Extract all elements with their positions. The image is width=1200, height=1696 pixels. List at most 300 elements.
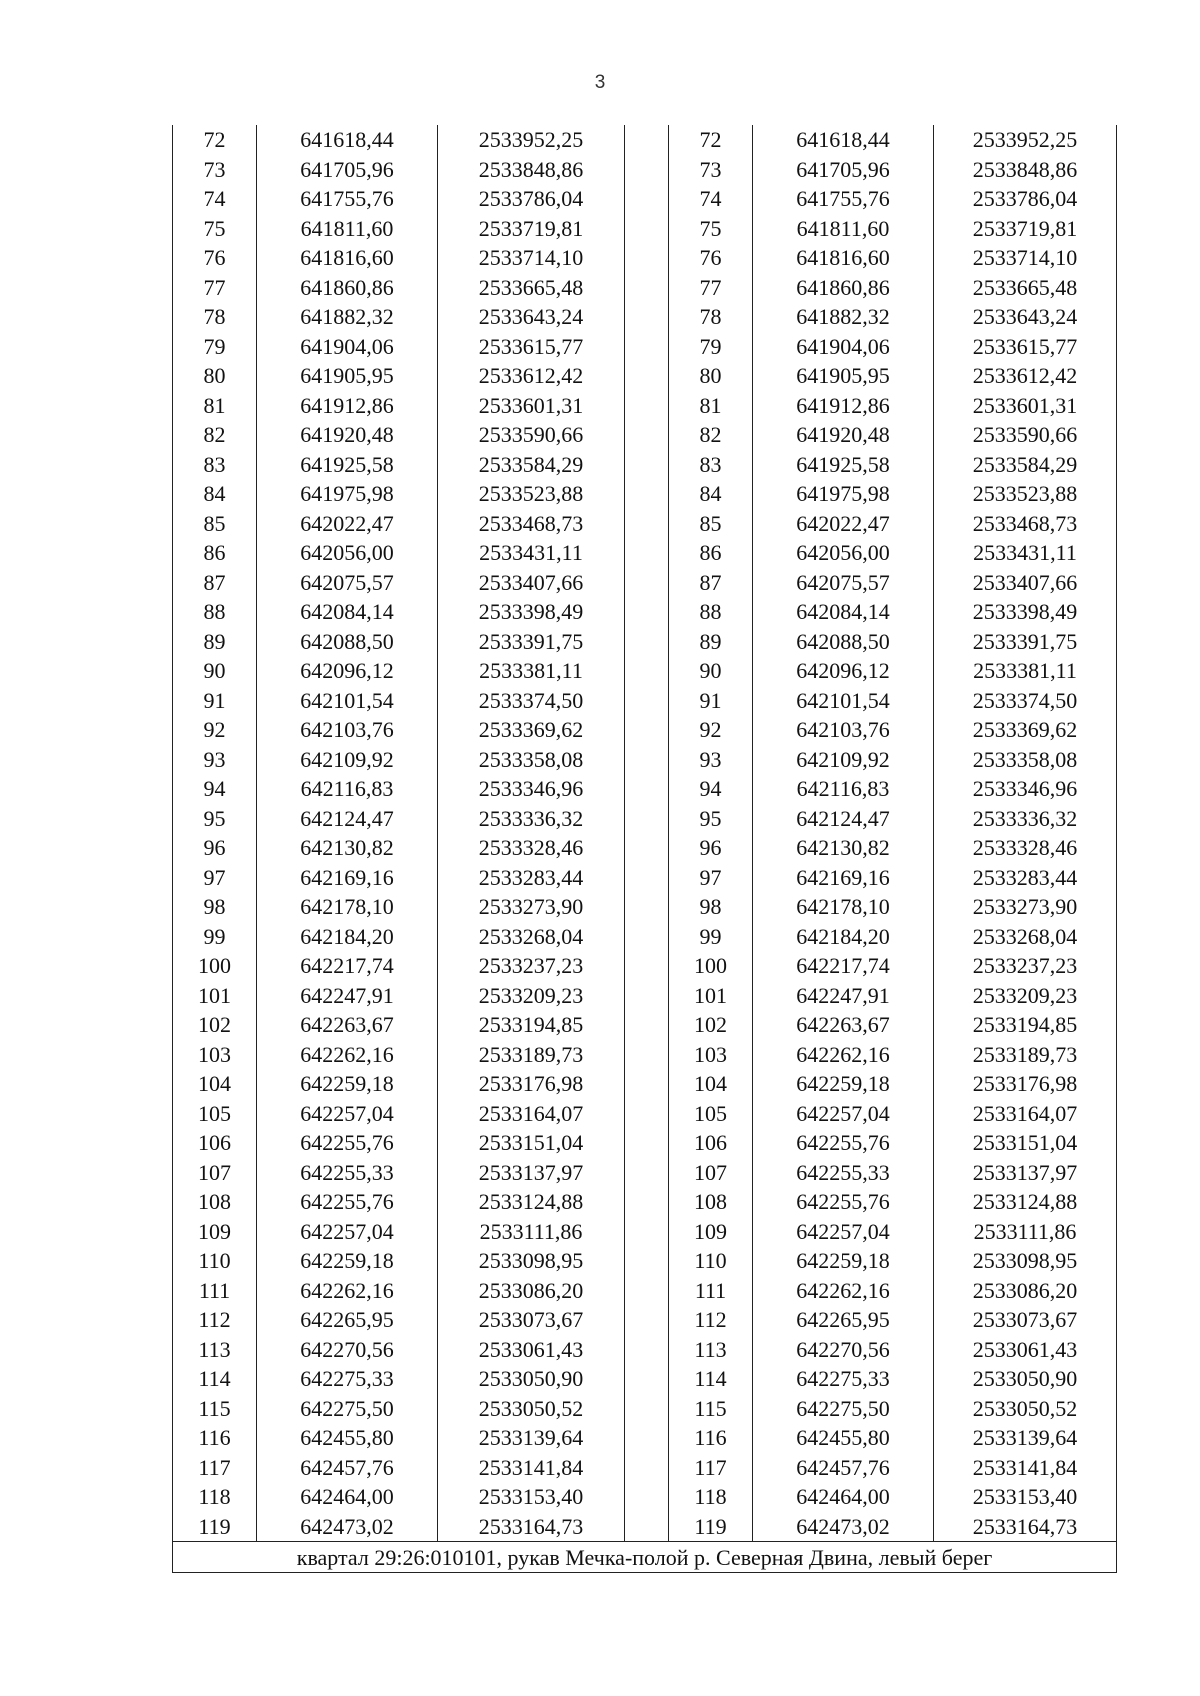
x-coordinate-left: 642257,04 — [257, 1099, 438, 1129]
y-coordinate-left: 2533468,73 — [438, 509, 625, 539]
point-number-left: 98 — [173, 892, 257, 922]
point-number-left: 119 — [173, 1512, 257, 1542]
point-number-left: 81 — [173, 391, 257, 421]
column-gap — [625, 892, 669, 922]
table-row — [173, 1364, 1117, 1394]
x-coordinate-left: 641904,06 — [257, 332, 438, 362]
column-gap — [625, 479, 669, 509]
point-number-left: 113 — [173, 1335, 257, 1365]
y-coordinate-left: 2533381,11 — [438, 656, 625, 686]
table-row — [173, 1040, 1117, 1070]
point-number-right: 74 — [669, 184, 753, 214]
y-coordinate-left: 2533189,73 — [438, 1040, 625, 1070]
point-number-left: 78 — [173, 302, 257, 332]
point-number-right: 75 — [669, 214, 753, 244]
y-coordinate-left: 2533050,52 — [438, 1394, 625, 1424]
point-number-right: 105 — [669, 1099, 753, 1129]
point-number-right: 118 — [669, 1482, 753, 1512]
y-coordinate-left: 2533328,46 — [438, 833, 625, 863]
y-coordinate-left: 2533391,75 — [438, 627, 625, 657]
x-coordinate-right: 642184,20 — [753, 922, 934, 952]
y-coordinate-right: 2533164,73 — [934, 1512, 1117, 1542]
table-row — [173, 1010, 1117, 1040]
point-number-left: 72 — [173, 125, 257, 155]
y-coordinate-right: 2533050,90 — [934, 1364, 1117, 1394]
y-coordinate-left: 2533612,42 — [438, 361, 625, 391]
y-coordinate-right: 2533615,77 — [934, 332, 1117, 362]
point-number-right: 114 — [669, 1364, 753, 1394]
y-coordinate-right: 2533346,96 — [934, 774, 1117, 804]
y-coordinate-left: 2533237,23 — [438, 951, 625, 981]
point-number-right: 82 — [669, 420, 753, 450]
table-row — [173, 1335, 1117, 1365]
column-gap — [625, 686, 669, 716]
point-number-right: 81 — [669, 391, 753, 421]
point-number-right: 99 — [669, 922, 753, 952]
point-number-left: 97 — [173, 863, 257, 893]
point-number-left: 77 — [173, 273, 257, 303]
column-gap — [625, 863, 669, 893]
x-coordinate-left: 642257,04 — [257, 1217, 438, 1247]
point-number-right: 108 — [669, 1187, 753, 1217]
y-coordinate-left: 2533374,50 — [438, 686, 625, 716]
point-number-left: 112 — [173, 1305, 257, 1335]
table-row — [173, 302, 1117, 332]
point-number-left: 87 — [173, 568, 257, 598]
point-number-left: 101 — [173, 981, 257, 1011]
table-row — [173, 1482, 1117, 1512]
point-number-right: 80 — [669, 361, 753, 391]
point-number-left: 95 — [173, 804, 257, 834]
x-coordinate-left: 642259,18 — [257, 1069, 438, 1099]
column-gap — [625, 1394, 669, 1424]
x-coordinate-right: 642455,80 — [753, 1423, 934, 1453]
x-coordinate-left: 642088,50 — [257, 627, 438, 657]
x-coordinate-left: 642457,76 — [257, 1453, 438, 1483]
table-row — [173, 922, 1117, 952]
y-coordinate-left: 2533346,96 — [438, 774, 625, 804]
point-number-left: 85 — [173, 509, 257, 539]
y-coordinate-left: 2533848,86 — [438, 155, 625, 185]
x-coordinate-left: 642255,76 — [257, 1187, 438, 1217]
y-coordinate-right: 2533164,07 — [934, 1099, 1117, 1129]
table-row — [173, 1394, 1117, 1424]
point-number-left: 118 — [173, 1482, 257, 1512]
x-coordinate-right: 642130,82 — [753, 833, 934, 863]
point-number-left: 99 — [173, 922, 257, 952]
y-coordinate-left: 2533124,88 — [438, 1187, 625, 1217]
point-number-left: 73 — [173, 155, 257, 185]
x-coordinate-left: 642116,83 — [257, 774, 438, 804]
table-row — [173, 951, 1117, 981]
y-coordinate-left: 2533523,88 — [438, 479, 625, 509]
table-row — [173, 715, 1117, 745]
y-coordinate-right: 2533194,85 — [934, 1010, 1117, 1040]
y-coordinate-right: 2533601,31 — [934, 391, 1117, 421]
point-number-right: 88 — [669, 597, 753, 627]
x-coordinate-left: 641882,32 — [257, 302, 438, 332]
table-row — [173, 863, 1117, 893]
table-row — [173, 214, 1117, 244]
x-coordinate-right: 642247,91 — [753, 981, 934, 1011]
point-number-left: 96 — [173, 833, 257, 863]
point-number-left: 104 — [173, 1069, 257, 1099]
x-coordinate-right: 641882,32 — [753, 302, 934, 332]
y-coordinate-right: 2533468,73 — [934, 509, 1117, 539]
point-number-right: 111 — [669, 1276, 753, 1306]
point-number-right: 92 — [669, 715, 753, 745]
y-coordinate-left: 2533086,20 — [438, 1276, 625, 1306]
x-coordinate-right: 642255,33 — [753, 1158, 934, 1188]
y-coordinate-right: 2533086,20 — [934, 1276, 1117, 1306]
point-number-left: 114 — [173, 1364, 257, 1394]
column-gap — [625, 1335, 669, 1365]
y-coordinate-right: 2533176,98 — [934, 1069, 1117, 1099]
column-gap — [625, 745, 669, 775]
x-coordinate-left: 642275,50 — [257, 1394, 438, 1424]
y-coordinate-right: 2533584,29 — [934, 450, 1117, 480]
column-gap — [625, 1512, 669, 1542]
table-row — [173, 833, 1117, 863]
x-coordinate-left: 641705,96 — [257, 155, 438, 185]
point-number-right: 110 — [669, 1246, 753, 1276]
point-number-right: 109 — [669, 1217, 753, 1247]
column-gap — [625, 214, 669, 244]
point-number-left: 105 — [173, 1099, 257, 1129]
x-coordinate-left: 641975,98 — [257, 479, 438, 509]
x-coordinate-left: 642096,12 — [257, 656, 438, 686]
y-coordinate-left: 2533164,07 — [438, 1099, 625, 1129]
y-coordinate-left: 2533153,40 — [438, 1482, 625, 1512]
x-coordinate-right: 642056,00 — [753, 538, 934, 568]
table-row — [173, 686, 1117, 716]
x-coordinate-right: 642101,54 — [753, 686, 934, 716]
y-coordinate-left: 2533061,43 — [438, 1335, 625, 1365]
column-gap — [625, 922, 669, 952]
point-number-left: 74 — [173, 184, 257, 214]
point-number-right: 100 — [669, 951, 753, 981]
footer-row — [173, 1542, 1117, 1573]
x-coordinate-left: 642130,82 — [257, 833, 438, 863]
table-row — [173, 361, 1117, 391]
point-number-left: 110 — [173, 1246, 257, 1276]
point-number-left: 79 — [173, 332, 257, 362]
x-coordinate-left: 642169,16 — [257, 863, 438, 893]
y-coordinate-left: 2533151,04 — [438, 1128, 625, 1158]
y-coordinate-left: 2533714,10 — [438, 243, 625, 273]
y-coordinate-right: 2533407,66 — [934, 568, 1117, 598]
x-coordinate-left: 642184,20 — [257, 922, 438, 952]
point-number-right: 89 — [669, 627, 753, 657]
page-number: 3 — [594, 72, 606, 93]
y-coordinate-right: 2533714,10 — [934, 243, 1117, 273]
x-coordinate-left: 642056,00 — [257, 538, 438, 568]
column-gap — [625, 538, 669, 568]
y-coordinate-right: 2533590,66 — [934, 420, 1117, 450]
table-row — [173, 538, 1117, 568]
column-gap — [625, 273, 669, 303]
point-number-right: 104 — [669, 1069, 753, 1099]
y-coordinate-right: 2533273,90 — [934, 892, 1117, 922]
y-coordinate-left: 2533358,08 — [438, 745, 625, 775]
table-row — [173, 1158, 1117, 1188]
point-number-right: 103 — [669, 1040, 753, 1070]
x-coordinate-right: 641975,98 — [753, 479, 934, 509]
x-coordinate-right: 641816,60 — [753, 243, 934, 273]
x-coordinate-left: 641912,86 — [257, 391, 438, 421]
table-row — [173, 1187, 1117, 1217]
table-row — [173, 804, 1117, 834]
x-coordinate-right: 642259,18 — [753, 1246, 934, 1276]
y-coordinate-left: 2533407,66 — [438, 568, 625, 598]
point-number-right: 84 — [669, 479, 753, 509]
y-coordinate-left: 2533141,84 — [438, 1453, 625, 1483]
table-row — [173, 391, 1117, 421]
y-coordinate-left: 2533719,81 — [438, 214, 625, 244]
x-coordinate-left: 642473,02 — [257, 1512, 438, 1542]
x-coordinate-left: 641755,76 — [257, 184, 438, 214]
point-number-left: 100 — [173, 951, 257, 981]
y-coordinate-right: 2533268,04 — [934, 922, 1117, 952]
column-gap — [625, 125, 669, 155]
y-coordinate-right: 2533073,67 — [934, 1305, 1117, 1335]
column-gap — [625, 155, 669, 185]
x-coordinate-right: 642255,76 — [753, 1128, 934, 1158]
x-coordinate-right: 642088,50 — [753, 627, 934, 657]
column-gap — [625, 656, 669, 686]
x-coordinate-right: 642257,04 — [753, 1099, 934, 1129]
column-gap — [625, 1158, 669, 1188]
x-coordinate-right: 642257,04 — [753, 1217, 934, 1247]
x-coordinate-right: 642116,83 — [753, 774, 934, 804]
table-row — [173, 1276, 1117, 1306]
y-coordinate-right: 2533141,84 — [934, 1453, 1117, 1483]
x-coordinate-right: 642075,57 — [753, 568, 934, 598]
table-row — [173, 892, 1117, 922]
point-number-right: 97 — [669, 863, 753, 893]
x-coordinate-right: 642255,76 — [753, 1187, 934, 1217]
point-number-right: 78 — [669, 302, 753, 332]
point-number-left: 115 — [173, 1394, 257, 1424]
y-coordinate-right: 2533061,43 — [934, 1335, 1117, 1365]
x-coordinate-right: 641912,86 — [753, 391, 934, 421]
x-coordinate-left: 642178,10 — [257, 892, 438, 922]
point-number-right: 117 — [669, 1453, 753, 1483]
x-coordinate-right: 642275,33 — [753, 1364, 934, 1394]
y-coordinate-right: 2533391,75 — [934, 627, 1117, 657]
x-coordinate-left: 642124,47 — [257, 804, 438, 834]
x-coordinate-left: 642455,80 — [257, 1423, 438, 1453]
y-coordinate-left: 2533952,25 — [438, 125, 625, 155]
column-gap — [625, 597, 669, 627]
x-coordinate-left: 642270,56 — [257, 1335, 438, 1365]
point-number-right: 94 — [669, 774, 753, 804]
y-coordinate-right: 2533124,88 — [934, 1187, 1117, 1217]
y-coordinate-left: 2533137,97 — [438, 1158, 625, 1188]
point-number-right: 77 — [669, 273, 753, 303]
x-coordinate-left: 642275,33 — [257, 1364, 438, 1394]
point-number-right: 72 — [669, 125, 753, 155]
point-number-left: 102 — [173, 1010, 257, 1040]
point-number-left: 90 — [173, 656, 257, 686]
column-gap — [625, 1276, 669, 1306]
point-number-right: 95 — [669, 804, 753, 834]
point-number-left: 108 — [173, 1187, 257, 1217]
y-coordinate-right: 2533189,73 — [934, 1040, 1117, 1070]
column-gap — [625, 450, 669, 480]
y-coordinate-right: 2533151,04 — [934, 1128, 1117, 1158]
table-row — [173, 1099, 1117, 1129]
y-coordinate-left: 2533111,86 — [438, 1217, 625, 1247]
y-coordinate-right: 2533328,46 — [934, 833, 1117, 863]
x-coordinate-right: 642262,16 — [753, 1276, 934, 1306]
column-gap — [625, 361, 669, 391]
x-coordinate-left: 642262,16 — [257, 1040, 438, 1070]
x-coordinate-right: 642022,47 — [753, 509, 934, 539]
column-gap — [625, 1099, 669, 1129]
table-row — [173, 1128, 1117, 1158]
y-coordinate-right: 2533431,11 — [934, 538, 1117, 568]
x-coordinate-right: 641904,06 — [753, 332, 934, 362]
x-coordinate-right: 642263,67 — [753, 1010, 934, 1040]
x-coordinate-left: 642255,33 — [257, 1158, 438, 1188]
point-number-left: 75 — [173, 214, 257, 244]
point-number-left: 76 — [173, 243, 257, 273]
x-coordinate-right: 642262,16 — [753, 1040, 934, 1070]
y-coordinate-right: 2533374,50 — [934, 686, 1117, 716]
point-number-left: 91 — [173, 686, 257, 716]
x-coordinate-right: 641925,58 — [753, 450, 934, 480]
table-row — [173, 273, 1117, 303]
x-coordinate-right: 642265,95 — [753, 1305, 934, 1335]
y-coordinate-left: 2533194,85 — [438, 1010, 625, 1040]
table-row — [173, 627, 1117, 657]
coordinates-table — [172, 125, 1117, 1573]
point-number-left: 86 — [173, 538, 257, 568]
y-coordinate-right: 2533643,24 — [934, 302, 1117, 332]
point-number-right: 98 — [669, 892, 753, 922]
point-number-left: 107 — [173, 1158, 257, 1188]
column-gap — [625, 302, 669, 332]
y-coordinate-left: 2533209,23 — [438, 981, 625, 1011]
y-coordinate-left: 2533601,31 — [438, 391, 625, 421]
point-number-right: 115 — [669, 1394, 753, 1424]
table-row — [173, 420, 1117, 450]
footer-note: квартал 29:26:010101, рукав Мечка-полой р. Северная Двина, левый берег — [173, 1542, 1117, 1573]
column-gap — [625, 1423, 669, 1453]
column-gap — [625, 391, 669, 421]
point-number-left: 83 — [173, 450, 257, 480]
y-coordinate-left: 2533050,90 — [438, 1364, 625, 1394]
x-coordinate-right: 641618,44 — [753, 125, 934, 155]
y-coordinate-left: 2533615,77 — [438, 332, 625, 362]
point-number-right: 73 — [669, 155, 753, 185]
y-coordinate-left: 2533268,04 — [438, 922, 625, 952]
y-coordinate-left: 2533176,98 — [438, 1069, 625, 1099]
y-coordinate-left: 2533786,04 — [438, 184, 625, 214]
y-coordinate-right: 2533139,64 — [934, 1423, 1117, 1453]
x-coordinate-left: 642075,57 — [257, 568, 438, 598]
column-gap — [625, 1305, 669, 1335]
point-number-right: 101 — [669, 981, 753, 1011]
table-row — [173, 479, 1117, 509]
table-row — [173, 509, 1117, 539]
point-number-right: 112 — [669, 1305, 753, 1335]
x-coordinate-left: 641811,60 — [257, 214, 438, 244]
y-coordinate-left: 2533398,49 — [438, 597, 625, 627]
table-row — [173, 597, 1117, 627]
table-row — [173, 125, 1117, 155]
table-row — [173, 745, 1117, 775]
x-coordinate-left: 641816,60 — [257, 243, 438, 273]
x-coordinate-left: 642084,14 — [257, 597, 438, 627]
column-gap — [625, 833, 669, 863]
point-number-right: 91 — [669, 686, 753, 716]
table-row — [173, 568, 1117, 598]
x-coordinate-right: 642270,56 — [753, 1335, 934, 1365]
point-number-left: 103 — [173, 1040, 257, 1070]
point-number-left: 111 — [173, 1276, 257, 1306]
point-number-left: 89 — [173, 627, 257, 657]
y-coordinate-right: 2533336,32 — [934, 804, 1117, 834]
point-number-right: 107 — [669, 1158, 753, 1188]
y-coordinate-right: 2533111,86 — [934, 1217, 1117, 1247]
y-coordinate-left: 2533273,90 — [438, 892, 625, 922]
point-number-right: 116 — [669, 1423, 753, 1453]
x-coordinate-left: 641920,48 — [257, 420, 438, 450]
y-coordinate-right: 2533369,62 — [934, 715, 1117, 745]
y-coordinate-right: 2533358,08 — [934, 745, 1117, 775]
x-coordinate-left: 642109,92 — [257, 745, 438, 775]
column-gap — [625, 184, 669, 214]
point-number-right: 86 — [669, 538, 753, 568]
y-coordinate-right: 2533848,86 — [934, 155, 1117, 185]
column-gap — [625, 951, 669, 981]
column-gap — [625, 243, 669, 273]
column-gap — [625, 1453, 669, 1483]
table-row — [173, 774, 1117, 804]
point-number-right: 113 — [669, 1335, 753, 1365]
x-coordinate-left: 642262,16 — [257, 1276, 438, 1306]
x-coordinate-right: 642259,18 — [753, 1069, 934, 1099]
point-number-left: 109 — [173, 1217, 257, 1247]
point-number-left: 84 — [173, 479, 257, 509]
point-number-left: 94 — [173, 774, 257, 804]
table-row — [173, 155, 1117, 185]
point-number-right: 83 — [669, 450, 753, 480]
column-gap — [625, 804, 669, 834]
y-coordinate-right: 2533398,49 — [934, 597, 1117, 627]
y-coordinate-left: 2533283,44 — [438, 863, 625, 893]
point-number-left: 80 — [173, 361, 257, 391]
point-number-right: 85 — [669, 509, 753, 539]
x-coordinate-right: 642464,00 — [753, 1482, 934, 1512]
point-number-right: 102 — [669, 1010, 753, 1040]
x-coordinate-right: 642096,12 — [753, 656, 934, 686]
y-coordinate-right: 2533153,40 — [934, 1482, 1117, 1512]
x-coordinate-left: 642217,74 — [257, 951, 438, 981]
column-gap — [625, 1246, 669, 1276]
x-coordinate-right: 641705,96 — [753, 155, 934, 185]
y-coordinate-left: 2533369,62 — [438, 715, 625, 745]
y-coordinate-left: 2533336,32 — [438, 804, 625, 834]
table-row — [173, 656, 1117, 686]
point-number-left: 88 — [173, 597, 257, 627]
column-gap — [625, 1217, 669, 1247]
y-coordinate-right: 2533523,88 — [934, 479, 1117, 509]
table-row — [173, 450, 1117, 480]
x-coordinate-right: 642109,92 — [753, 745, 934, 775]
